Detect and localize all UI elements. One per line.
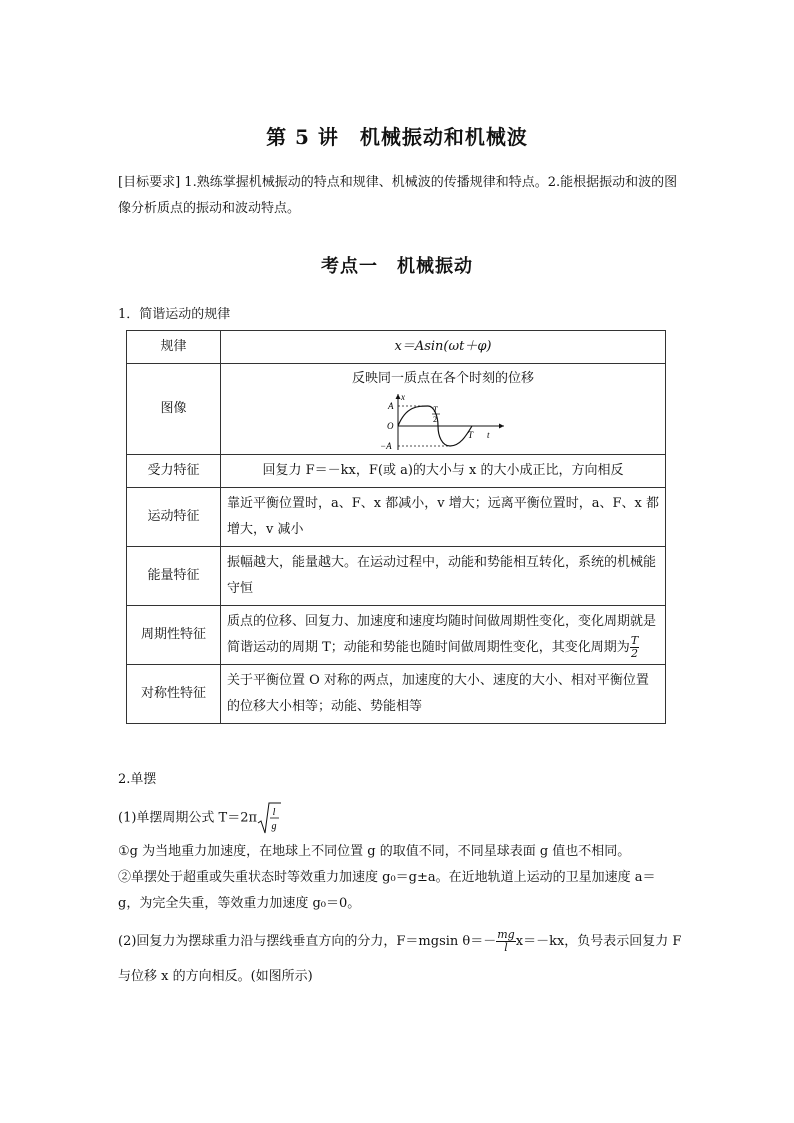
row-key: 图像 bbox=[127, 364, 221, 455]
t-axis-label: t bbox=[487, 430, 490, 440]
row-value: 振幅越大，能量越大。在运动过程中，动能和势能相互转化，系统的机械能守恒 bbox=[221, 547, 666, 606]
goal-tag: [目标要求] bbox=[118, 175, 181, 190]
period-label: T bbox=[468, 430, 474, 440]
row-key: 规律 bbox=[127, 331, 221, 364]
lecture-title: 第 5 讲 机械振动和机械波 bbox=[266, 125, 528, 149]
periodicity-text: 质点的位移、回复力、加速度和速度均随时间做周期性变化，变化周期就是简谐运动的周期 T；动能和势能也随时间做周期性变化，其变化周期为 bbox=[227, 614, 657, 655]
section-title: 考点一 机械振动 bbox=[321, 256, 473, 277]
note-1: ①g 为当地重力加速度，在地球上不同位置 g 的取值不同，不同星球表面 g 值也不相同。 bbox=[118, 844, 631, 859]
goal-text: 1.熟练掌握机械振动的特点和规律、机械波的传播规律和特点。2.能根据振动和波的图像分析质点的振动和波动特点。 bbox=[118, 175, 678, 216]
sqrt-numerator: l bbox=[272, 807, 276, 818]
row-value bbox=[221, 606, 666, 665]
restore-fraction bbox=[496, 929, 515, 954]
note-2a: ②单摆处于超重或失重状态时等效重力加速度 g₀＝g±a。在近地轨道上运动的卫星加速度 a＝ bbox=[118, 870, 656, 885]
row-key: 受力特征 bbox=[127, 455, 221, 488]
row-key: 运动特征 bbox=[127, 488, 221, 547]
row-value bbox=[221, 364, 666, 455]
neg-amplitude-label: −A bbox=[380, 441, 392, 451]
table-row bbox=[127, 488, 666, 547]
row-key: 能量特征 bbox=[127, 547, 221, 606]
graph-caption: 反映同一质点在各个时刻的位移 bbox=[351, 371, 534, 386]
row-key: 对称性特征 bbox=[127, 665, 221, 724]
restoring-force bbox=[118, 929, 681, 954]
restoring-force-line2: 与位移 x 的方向相反。(如图所示) bbox=[118, 969, 313, 984]
sqrt-sign bbox=[257, 801, 281, 835]
amplitude-label: A bbox=[388, 401, 394, 411]
period-formula bbox=[118, 801, 281, 835]
note-2b: g，为完全失重，等效重力加速度 g₀＝0。 bbox=[118, 896, 361, 911]
subsection-shm: 1．简谐运动的规律 bbox=[118, 307, 231, 322]
fraction-numerator: T bbox=[630, 634, 639, 647]
subsection-pendulum: 2.单摆 bbox=[118, 772, 157, 787]
restore-prefix: (2)回复力为摆球重力沿与摆线垂直方向的分力，F＝mgsin θ＝－ bbox=[118, 934, 497, 949]
origin-label: O bbox=[387, 421, 394, 431]
table-row bbox=[127, 665, 666, 724]
shm-rules-table bbox=[126, 330, 666, 724]
formula-prefix: (1)单摆周期公式 T＝2π bbox=[118, 810, 258, 826]
restore-numerator: mg bbox=[497, 928, 515, 941]
period-fraction bbox=[630, 635, 639, 660]
half-period-num: T bbox=[433, 405, 438, 414]
table-row bbox=[127, 331, 666, 364]
table-row bbox=[127, 455, 666, 488]
row-value: 关于平衡位置 O 对称的两点，加速度的大小、速度的大小、相对平衡位置的位移大小相等；动能、势能相等 bbox=[221, 665, 666, 724]
fraction-denominator: 2 bbox=[630, 647, 638, 660]
row-value: 靠近平衡位置时，a、F、x 都减小，v 增大；远离平衡位置时，a、F、x 都增大，v 减小 bbox=[221, 488, 666, 547]
restore-suffix: x＝－kx，负号表示回复力 F bbox=[515, 934, 682, 949]
row-value: 回复力 F＝－kx，F(或 a)的大小与 x 的大小成正比，方向相反 bbox=[221, 455, 666, 488]
row-key: 周期性特征 bbox=[127, 606, 221, 665]
restore-denominator: l bbox=[504, 941, 508, 954]
table-row bbox=[127, 364, 666, 455]
learning-goals bbox=[118, 170, 680, 222]
row-value: x＝Asin(ωt＋φ) bbox=[221, 331, 666, 364]
half-period-den: 2 bbox=[433, 415, 437, 424]
table-row bbox=[127, 606, 666, 665]
x-axis-label: x bbox=[401, 392, 405, 402]
sqrt-denominator: g bbox=[271, 821, 277, 832]
table-row bbox=[127, 547, 666, 606]
shm-graph bbox=[378, 392, 508, 452]
